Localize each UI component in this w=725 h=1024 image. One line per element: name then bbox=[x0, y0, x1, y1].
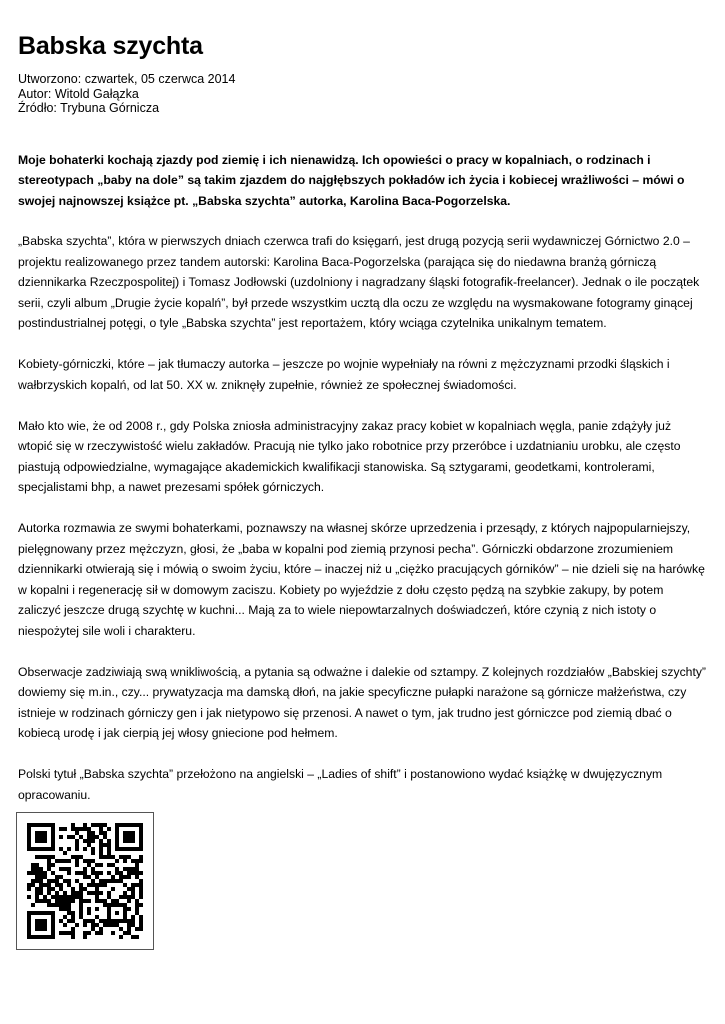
paragraph-4: Autorka rozmawia ze swymi bohaterkami, poznawszy na własnej skórze uprzedzenia i przesądy, z których najpopularniejszy, pielęgnowany przez mężczyzn, głosi, że „baba w kopalni pod ziemią przynosi pecha”. Górniczki obdarzone zrozumieniem dziennikarki otwierają się i mówią o swoim życiu, które – inaczej niż u „ciężko pracujących górników” – nie dzieli się na harówkę w kopalni i regenerację sił w domowym zaciszu. Kobiety po wyjeździe z dołu często pędzą na szybkie zakupy, by potem zaliczyć jeszcze drugą szychtę w kuchni... Mają za to wiele niepowtarzalnych doświadczeń, które czynią z nich istoty o niespożytej sile woli i charakteru. bbox=[18, 521, 705, 638]
paragraph-3: Mało kto wie, że od 2008 r., gdy Polska zniosła administracyjny zakaz pracy kobiet w kopalniach węgla, panie zdążyły już wtopić się w rzeczywistość wielu zakładów. Pracują nie tylko jako robotnice przy przeróbce i uzdatnianiu urobku, ale często piastują odpowiedzialne, wymagające akademickich kwalifikacji stanowiska. Są sztygarami, geodetkami, kontrolerami, specjalistami bhp, a nawet prezesami spółek górniczych. bbox=[18, 418, 681, 494]
article-meta bbox=[18, 72, 708, 116]
created-date: Utworzono: czwartek, 05 czerwca 2014 bbox=[18, 72, 236, 86]
paragraph-2: Kobiety-górniczki, które – jak tłumaczy autorka – jeszcze po wojnie wypełniały na równi z mężczyznami przodki śląskich i wałbrzyskich kopalń, od lat 50. XX w. zniknęły zupełnie, również ze społecznej świadomości. bbox=[18, 357, 670, 392]
paragraph-6: Polski tytuł „Babska szychta” przełożono na angielski – „Ladies of shift” i postanowiono wydać książkę w dwujęzycznym opracowaniu. bbox=[18, 767, 663, 802]
source-line: Źródło: Trybuna Górnicza bbox=[18, 101, 160, 115]
author-line: Autor: Witold Gałązka bbox=[18, 86, 139, 101]
article bbox=[18, 30, 708, 805]
paragraph-1: „Babska szychta”, która w pierwszych dniach czerwca trafi do księgarń, jest drugą pozycją serii wydawniczej Górnictwo 2.0 – projektu realizowanego przez tandem autorski: Karolina Baca-Pogorzelska (parająca się do niedawna branżą górniczą dziennikarka Rzeczpospolitej) i Tomasz Jodłowski (uzdolniony i nagradzany śląski fotografik-freelancer). Jednak o ile początek serii, czyli album „Drugie życie kopalń”, był przede wszystkim ucztą dla oczu ze względu na wysmakowane fotogramy ginącej postindustrialnej potęgi, o tyle „Babska szychta” jest reportażem, który wciąga czytelnika unikalnym tematem. bbox=[18, 234, 700, 330]
paragraph-5: Obserwacje zadziwiają swą wnikliwością, a pytania są odważne i dalekie od sztampy. Z kolejnych rozdziałów „Babskiej szychty” dowiemy się m.in., czy... prywatyzacja ma damską dłoń, na jakie specyficzne pułapki narażone są górnicze małżeństwa, czy istnieje w rodzinach górniczy gen i jak nietypowo się przenosi. A nawet o tym, jak trudno jest górniczce pod ziemią dbać o kobiecą urodę i jak cierpią jej włosy gniecione pod hełmem. bbox=[18, 664, 706, 740]
article-body bbox=[18, 231, 708, 805]
qr-code[interactable] bbox=[16, 812, 154, 950]
article-title: Babska szychta bbox=[18, 32, 203, 60]
article-lead: Moje bohaterki kochają zjazdy pod ziemię i ich nienawidzą. Ich opowieści o pracy w kopalniach, o rodzinach i stereotypach „baby na dole” są takim zjazdem do najgłębszych pokładów ich życia i kobiecej wrażliwości – mówi o swojej najnowszej książce pt. „Babska szychta” autorka, Karolina Baca-Pogorzelska. bbox=[18, 152, 685, 208]
qr-code-icon bbox=[27, 823, 143, 939]
